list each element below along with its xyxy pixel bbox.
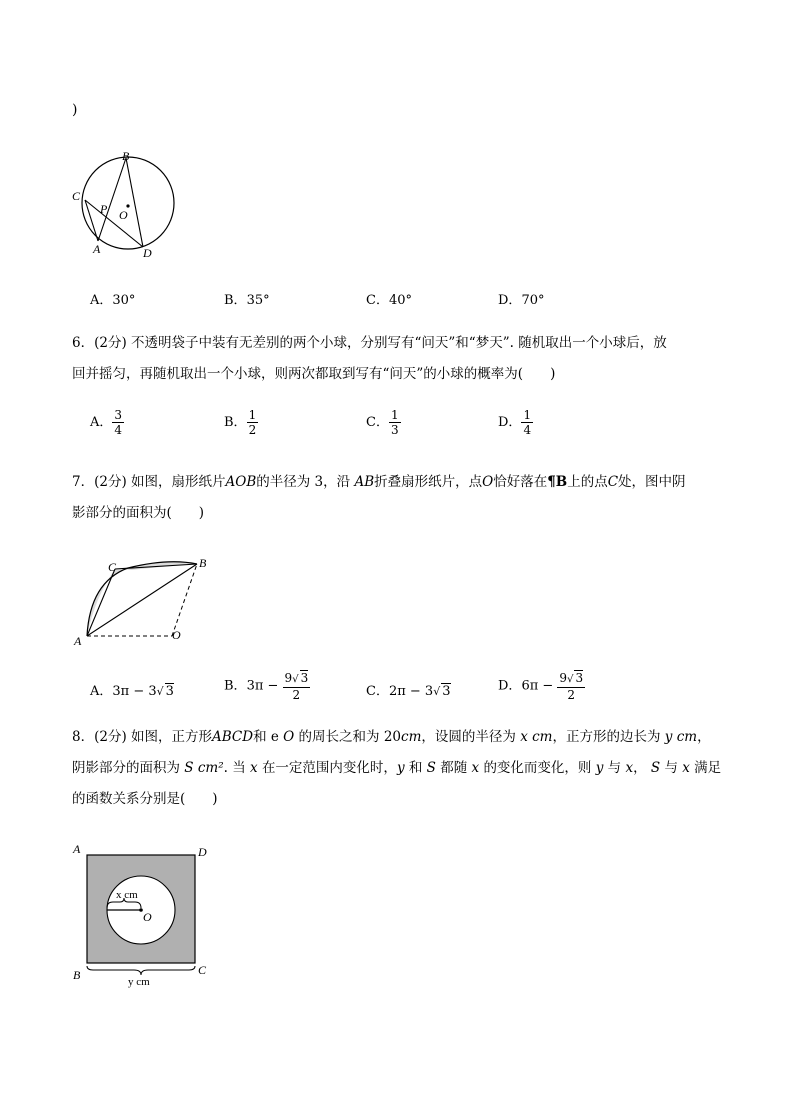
q7-line-1 [72,467,732,498]
q5-option-a[interactable] [90,289,135,308]
text: ， [697,729,711,745]
segment-ab [87,564,197,636]
expr-text: 2π − 3 [388,684,434,699]
radicand: 3 [442,684,451,699]
math-s-cm2: S cm² [184,760,224,776]
text: ，设圆的半径为 [421,729,516,745]
label-o: O [119,208,128,222]
option-letter: B． [224,293,247,308]
text: 上的点 [567,474,608,490]
denominator: 2 [567,688,576,702]
label-d: D [198,845,207,859]
expr-text: 3π − 3 [112,684,157,699]
label-p: P [100,202,108,216]
math-aob: AOB [225,474,257,490]
text: 与 [607,760,622,776]
q6-option-d[interactable] [498,408,533,437]
denominator: 3 [390,423,399,437]
text: ，正方形的边长为 [552,729,661,745]
math-c: C [607,474,619,490]
math-x: x [250,760,258,776]
math-s: S [426,760,436,776]
math-y-cm: y cm [664,729,698,745]
text: 恰好落在 [493,474,548,490]
q6-option-a[interactable] [90,408,124,437]
q7-stem [72,467,732,529]
text: 折叠扇形纸片，点 [374,474,483,490]
q5-option-b[interactable] [224,289,270,308]
segment-ac [87,569,115,636]
q7-option-b[interactable] [224,670,310,702]
option-text: 35° [246,293,270,308]
math-x: x [625,760,634,776]
option-text: 30° [112,293,136,308]
expr-text: 3π − [246,678,283,694]
q8-line-1 [72,722,732,753]
text: 满足 [694,760,722,776]
option-text: 70° [521,293,545,308]
q7-option-a[interactable]: A．3π − 3√ 3 [90,684,174,699]
coef: 9 [559,671,568,685]
option-fraction [112,408,124,437]
side-brace [87,966,195,975]
text: 阴影部分的面积为 [72,760,180,776]
label-c: C [72,189,81,203]
math-x: x [682,760,690,776]
option-fraction [557,670,585,702]
option-letter: C． [366,415,389,430]
option-fraction [247,408,259,437]
text: 7．(2分) 如图，扇形纸片 [72,474,226,490]
q7-sector-figure [68,552,218,648]
label-a: A [73,842,81,856]
denominator: 2 [292,688,301,702]
label-c: C [198,963,207,977]
arc-ab-symbol: ¶B [547,474,568,490]
segment-ob-dashed [172,564,197,636]
text: 与 [664,760,678,776]
numerator: 9√ 3 [557,670,585,688]
text: . 当 [223,760,246,776]
option-fraction [389,408,401,437]
math-o: O [283,729,295,745]
math-s: S [650,760,661,776]
expr-text: 6π − [521,678,558,694]
text: 都随 [440,760,468,776]
q6-option-b[interactable] [224,408,258,437]
math-abcd: ABCD [212,729,254,745]
segment-cd [85,200,143,247]
label-a: A [93,242,101,256]
math-x-cm: x cm [520,729,553,745]
math-y: y [396,760,405,776]
option-fraction [521,408,533,437]
denominator: 2 [248,423,257,437]
math-o: O [482,474,494,490]
option-letter: C． [366,684,389,699]
text: 和 [408,760,423,776]
q6-line-2: 回并摇匀，再随机取出一个小球，则两次都取到写有“问天”的小球的概率为( ) [72,366,556,382]
option-text: 40° [388,293,412,308]
previous-question-fragment: ) [72,102,78,118]
label-a: A [74,634,82,648]
numerator: 9√ 3 [283,670,311,688]
segment-bd [126,158,143,247]
denominator: 4 [523,423,532,437]
label-c: C [108,560,117,574]
q8-line-2 [72,753,732,784]
text: ， [633,760,647,776]
text: 在一定范围内变化时， [261,760,397,776]
text: 的周长之和为 20 [298,729,402,745]
q7-option-c[interactable]: C．2π − 3√ 3 [366,684,451,699]
numerator: 1 [390,408,399,422]
q5-circle-figure [66,145,186,263]
option-letter: C． [366,293,389,308]
label-o: O [143,910,152,924]
q6-line-1: 6．(2分) 不透明袋子中装有无差别的两个小球，分别写有“问天”和“梦天”. 随机取出一个小球后，放 [72,335,667,351]
option-letter: B． [224,415,247,430]
radicand: 3 [575,671,584,685]
q7-option-d[interactable] [498,670,585,702]
option-letter: D． [498,293,522,308]
option-letter: A． [90,293,113,308]
numerator: 1 [248,408,257,422]
denominator: 4 [114,423,123,437]
q8-line-3: 的函数关系分别是( ) [72,791,218,807]
segment-ca [85,200,98,241]
label-b: B [199,556,207,570]
q7-line-2: 影部分的面积为( ) [72,505,205,521]
label-radius: x cm [116,889,138,901]
option-fraction [283,670,311,702]
q6-stem [72,328,732,390]
q8-square-figure [66,838,226,990]
label-d: D [143,246,152,260]
label-o: O [172,628,181,642]
math-x: x [471,760,480,776]
label-b: B [122,149,130,163]
math-y: y [595,760,604,776]
coef: 9 [284,671,293,685]
radicand: 3 [300,671,309,685]
q6-option-c[interactable] [366,408,401,437]
q5-option-c[interactable] [366,289,412,308]
option-letter: D． [498,415,522,430]
text: 8．(2分) 如图，正方形 [72,729,213,745]
option-letter: A． [90,415,113,430]
option-letter: B． [224,678,247,694]
text: 处，图中阴 [618,474,686,490]
option-letter: A． [90,684,113,699]
label-side: y cm [128,976,150,988]
math-cm: cm [401,729,422,745]
option-letter: D． [498,678,522,694]
radicand: 3 [165,684,174,699]
numerator: 3 [114,408,123,422]
q8-stem [72,722,732,815]
text: 的变化而变化，则 [483,760,592,776]
label-b: B [73,968,81,982]
segment-ba [98,158,126,241]
q5-option-d[interactable] [498,289,544,308]
text: 和 e [253,729,279,745]
text: 的半径为 3，沿 [256,474,351,490]
math-ab: AB [354,474,375,490]
numerator: 1 [523,408,532,422]
